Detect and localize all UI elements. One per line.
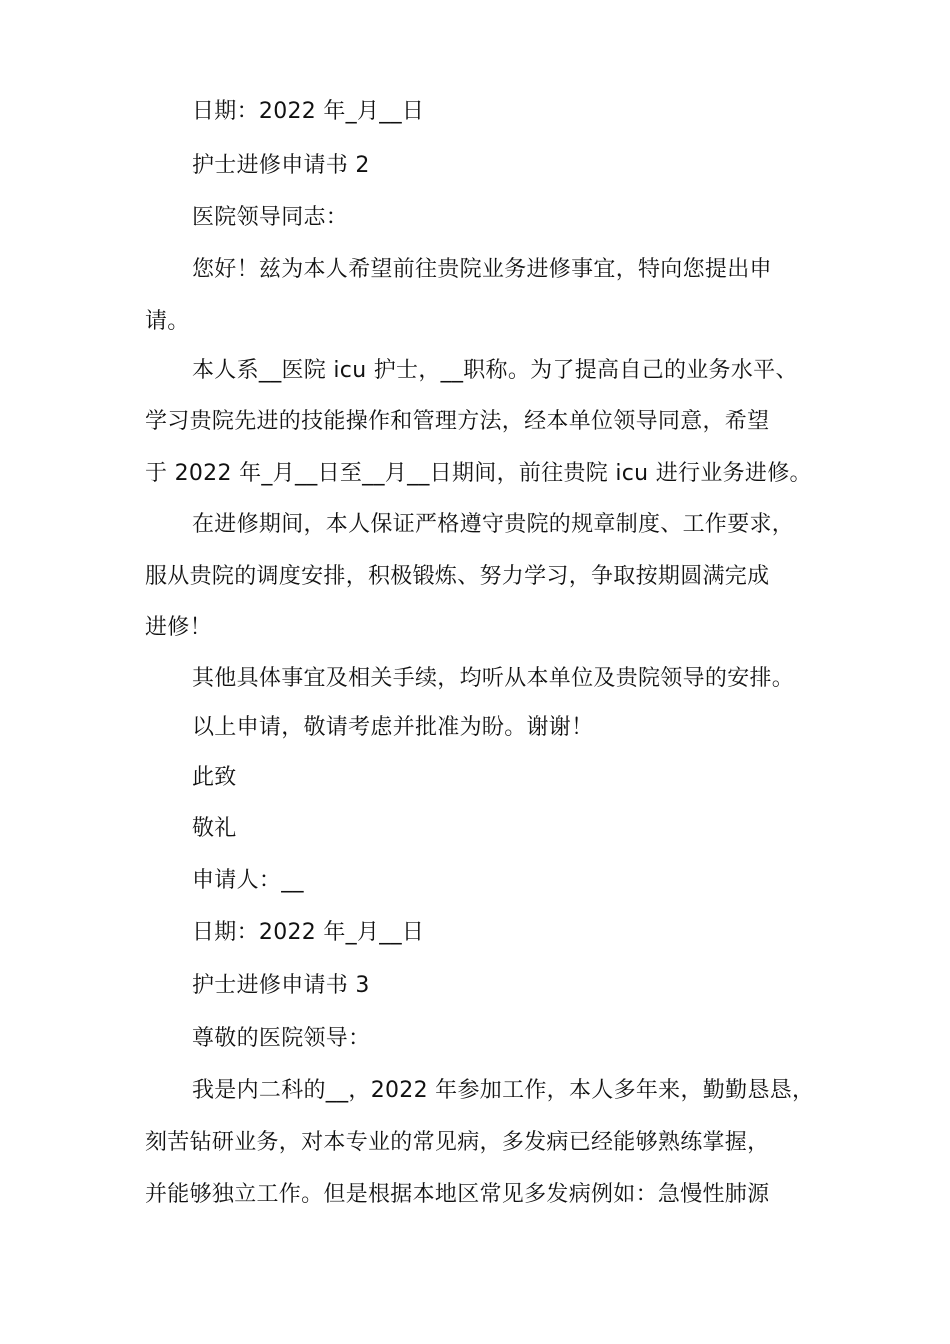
section-title-2: 护士进修申请书 2 xyxy=(192,153,370,178)
date-line-2: 日期：2022 年_月__日 xyxy=(192,920,425,945)
salutation-3: 尊敬的医院领导： xyxy=(192,1026,371,1051)
paragraph-line: 以上申请，敬请考虑并批准为盼。谢谢！ xyxy=(192,715,594,740)
paragraph-line: 于 2022 年_月__日至__月__日期间，前往贵院 icu 进行业务进修。 xyxy=(145,461,812,486)
closing-line: 此致 xyxy=(192,765,237,790)
paragraph-line: 在进修期间，本人保证严格遵守贵院的规章制度、工作要求， xyxy=(192,512,795,537)
closing-line: 敬礼 xyxy=(192,816,237,841)
paragraph-line: 我是内二科的__，2022 年参加工作，本人多年来，勤勤恳恳， xyxy=(192,1078,815,1103)
applicant-line: 申请人：__ xyxy=(192,868,304,893)
paragraph-line: 进修！ xyxy=(145,615,212,640)
date-line-1: 日期：2022 年_月__日 xyxy=(192,99,425,124)
paragraph-line: 服从贵院的调度安排，积极锻炼、努力学习，争取按期圆满完成 xyxy=(145,564,770,589)
paragraph-line: 学习贵院先进的技能操作和管理方法，经本单位领导同意，希望 xyxy=(145,409,770,434)
section-title-3: 护士进修申请书 3 xyxy=(192,973,370,998)
paragraph-line: 刻苦钻研业务，对本专业的常见病，多发病已经能够熟练掌握， xyxy=(145,1130,770,1155)
paragraph-line: 并能够独立工作。但是根据本地区常见多发病例如：急慢性肺源 xyxy=(145,1182,770,1207)
paragraph-line: 其他具体事宜及相关手续，均听从本单位及贵院领导的安排。 xyxy=(192,666,795,691)
paragraph-line: 您好！兹为本人希望前往贵院业务进修事宜，特向您提出申 xyxy=(192,257,772,282)
paragraph-line: 请。 xyxy=(145,309,190,334)
paragraph-line: 本人系__医院 icu 护士，__职称。为了提高自己的业务水平、 xyxy=(192,358,798,383)
salutation-2: 医院领导同志： xyxy=(192,205,349,230)
